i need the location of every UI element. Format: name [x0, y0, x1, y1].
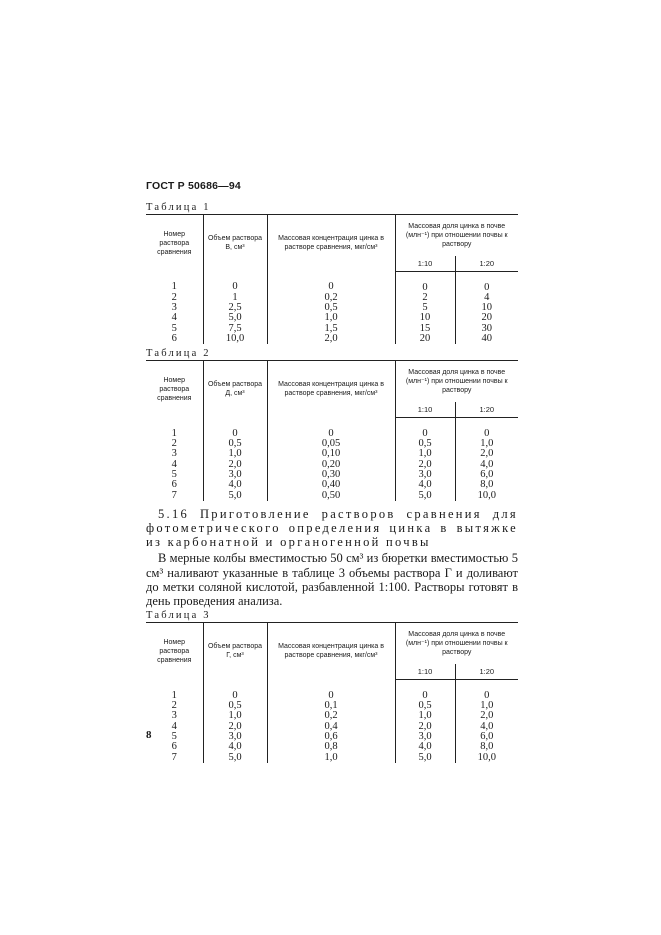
table3-body [146, 679, 518, 763]
cell-ratio-1-20: 10,0 [455, 753, 518, 763]
col-header-volume: Объем раствора Д, см³ [203, 361, 267, 418]
cell-ratio-1-20: 10,0 [455, 491, 518, 501]
table-row [146, 491, 518, 501]
cell-ratio-1-10: 10 [395, 313, 455, 323]
cell-concentration: 0 [267, 417, 395, 439]
cell-number: 7 [171, 489, 177, 501]
cell-volume: 5,0 [203, 313, 267, 323]
cell-concentration: 0,30 [267, 470, 395, 480]
table-row [146, 417, 518, 439]
cell-ratio-1-20: 40 [455, 334, 518, 344]
cell-concentration: 0,8 [267, 742, 395, 752]
cell-volume: 4,0 [203, 742, 267, 752]
col-header-number: Номер раствора сравнения [146, 623, 203, 680]
table2-body [146, 417, 518, 501]
cell-number: 5 [171, 322, 177, 334]
page-number: 8 [146, 729, 152, 741]
col-header-mass-fraction: Массовая доля цинка в почве (млн⁻¹) при отношении почвы к раствору [395, 361, 518, 402]
cell-ratio-1-20: 30 [455, 324, 518, 334]
cell-ratio-1-10: 1,0 [395, 449, 455, 459]
cell-volume: 5,0 [203, 753, 267, 763]
cell-ratio-1-10: 0,5 [395, 439, 455, 449]
cell-ratio-1-20: 0 [455, 271, 518, 293]
col-header-mass-fraction: Массовая доля цинка в почве (млн⁻¹) при отношении почвы к раствору [395, 623, 518, 664]
cell-ratio-1-20: 10 [455, 303, 518, 313]
cell-number: 7 [171, 751, 177, 763]
cell-ratio-1-10: 20 [395, 334, 455, 344]
cell-volume: 3,0 [203, 732, 267, 742]
cell-number: 2 [171, 700, 177, 712]
cell-concentration: 0,10 [267, 449, 395, 459]
cell-number: 3 [171, 302, 177, 314]
cell-volume: 7,5 [203, 324, 267, 334]
col-header-volume: Объем раствора Г, см³ [203, 623, 267, 680]
cell-number: 6 [171, 332, 177, 344]
cell-ratio-1-20: 20 [455, 313, 518, 323]
table3 [146, 622, 518, 763]
cell-ratio-1-10: 5,0 [395, 491, 455, 501]
cell-ratio-1-10: 2 [395, 293, 455, 303]
col-header-ratio-1-20: 1:20 [455, 256, 518, 271]
col-header-number: Номер раствора сравнения [146, 361, 203, 418]
table2 [146, 360, 518, 501]
cell-concentration: 0,50 [267, 491, 395, 501]
document-page [146, 180, 518, 763]
col-header-ratio-1-20: 1:20 [455, 664, 518, 679]
cell-ratio-1-10: 3,0 [395, 470, 455, 480]
col-header-ratio-1-10: 1:10 [395, 256, 455, 271]
cell-ratio-1-20: 4 [455, 293, 518, 303]
cell-volume: 2,0 [203, 460, 267, 470]
cell-number: 6 [171, 479, 177, 491]
table1-body [146, 271, 518, 344]
cell-volume: 1,0 [203, 449, 267, 459]
cell-concentration: 0 [267, 271, 395, 293]
cell-number: 6 [171, 741, 177, 753]
cell-volume: 1,0 [203, 711, 267, 721]
cell-volume: 10,0 [203, 334, 267, 344]
col-header-mass-fraction: Массовая доля цинка в почве (млн⁻¹) при отношении почвы к раствору [395, 215, 518, 256]
cell-ratio-1-20: 4,0 [455, 722, 518, 732]
cell-volume: 3,0 [203, 470, 267, 480]
cell-concentration: 1,5 [267, 324, 395, 334]
cell-number: 3 [171, 710, 177, 722]
cell-concentration: 1,0 [267, 753, 395, 763]
table-row [146, 334, 518, 344]
col-header-ratio-1-10: 1:10 [395, 402, 455, 417]
cell-ratio-1-10: 4,0 [395, 480, 455, 490]
cell-volume: 2,5 [203, 303, 267, 313]
cell-concentration: 0,2 [267, 293, 395, 303]
cell-concentration: 0,20 [267, 460, 395, 470]
cell-ratio-1-10: 2,0 [395, 722, 455, 732]
col-header-concentration: Массовая концентрация цинка в растворе сравнения, мкг/см³ [267, 361, 395, 418]
cell-volume: 5,0 [203, 491, 267, 501]
cell-ratio-1-20: 6,0 [455, 732, 518, 742]
cell-volume: 4,0 [203, 480, 267, 490]
table2-caption: Таблица 2 [146, 348, 211, 360]
cell-ratio-1-10: 0 [395, 271, 455, 293]
cell-ratio-1-20: 1,0 [455, 439, 518, 449]
cell-ratio-1-20: 0 [455, 417, 518, 439]
cell-concentration: 0,1 [267, 701, 395, 711]
col-header-concentration: Массовая концентрация цинка в растворе сравнения, мкг/см³ [267, 623, 395, 680]
cell-concentration: 2,0 [267, 334, 395, 344]
cell-ratio-1-10: 4,0 [395, 742, 455, 752]
cell-concentration: 0,6 [267, 732, 395, 742]
cell-ratio-1-20: 4,0 [455, 460, 518, 470]
cell-ratio-1-10: 1,0 [395, 711, 455, 721]
cell-ratio-1-20: 2,0 [455, 449, 518, 459]
document-header: ГОСТ Р 50686—94 [146, 180, 241, 192]
cell-concentration: 0,40 [267, 480, 395, 490]
cell-ratio-1-10: 5 [395, 303, 455, 313]
cell-concentration: 0,2 [267, 711, 395, 721]
cell-ratio-1-10: 5,0 [395, 753, 455, 763]
cell-number: 4 [171, 720, 177, 732]
cell-ratio-1-10: 15 [395, 324, 455, 334]
cell-concentration: 0,5 [267, 303, 395, 313]
cell-ratio-1-20: 8,0 [455, 480, 518, 490]
table-row [146, 753, 518, 763]
cell-concentration: 0 [267, 679, 395, 701]
cell-volume: 0,5 [203, 439, 267, 449]
col-header-volume: Объем раствора В, см³ [203, 215, 267, 272]
cell-number: 1 [171, 427, 177, 439]
cell-number: 1 [171, 689, 177, 701]
section-body: В мерные колбы вместимостью 50 см³ из бюретки вместимостью 5 см³ наливают указанные в таблице 3 объемы раствора Г и доливают до метки соляной кислотой, разбавленной 1:100. Растворы готовят в день проведения анализа. [146, 551, 518, 609]
table-row [146, 679, 518, 701]
cell-number: 3 [171, 448, 177, 460]
cell-volume: 2,0 [203, 722, 267, 732]
col-header-ratio-1-20: 1:20 [455, 402, 518, 417]
cell-ratio-1-10: 0,5 [395, 701, 455, 711]
cell-ratio-1-20: 8,0 [455, 742, 518, 752]
cell-number: 2 [171, 291, 177, 303]
cell-concentration: 1,0 [267, 313, 395, 323]
cell-concentration: 0,4 [267, 722, 395, 732]
cell-number: 4 [171, 458, 177, 470]
cell-number: 5 [171, 468, 177, 480]
cell-number: 2 [171, 438, 177, 450]
cell-volume: 0 [203, 679, 267, 701]
cell-ratio-1-10: 3,0 [395, 732, 455, 742]
section-heading: 5.16 Приготовление растворов сравнения для фотометрического определения цинка в вытяжке из карбонатной и органогенной почвы [146, 506, 518, 550]
cell-number: 5 [171, 730, 177, 742]
cell-ratio-1-10: 2,0 [395, 460, 455, 470]
cell-ratio-1-20: 6,0 [455, 470, 518, 480]
cell-volume: 0 [203, 271, 267, 293]
col-header-number: Номер раствора сравнения [146, 215, 203, 272]
cell-concentration: 0,05 [267, 439, 395, 449]
col-header-concentration: Массовая концентрация цинка в растворе сравнения, мкг/см³ [267, 215, 395, 272]
cell-number: 4 [171, 312, 177, 324]
cell-ratio-1-10: 0 [395, 679, 455, 701]
cell-number: 1 [171, 281, 177, 293]
cell-ratio-1-20: 2,0 [455, 711, 518, 721]
cell-volume: 0,5 [203, 701, 267, 711]
table-row [146, 271, 518, 293]
cell-ratio-1-20: 1,0 [455, 701, 518, 711]
cell-ratio-1-20: 0 [455, 679, 518, 701]
table1-caption: Таблица 1 [146, 202, 211, 213]
table3-caption: Таблица 3 [146, 610, 211, 622]
cell-ratio-1-10: 0 [395, 417, 455, 439]
col-header-ratio-1-10: 1:10 [395, 664, 455, 679]
cell-volume: 1 [203, 293, 267, 303]
cell-volume: 0 [203, 417, 267, 439]
table1 [146, 214, 518, 344]
